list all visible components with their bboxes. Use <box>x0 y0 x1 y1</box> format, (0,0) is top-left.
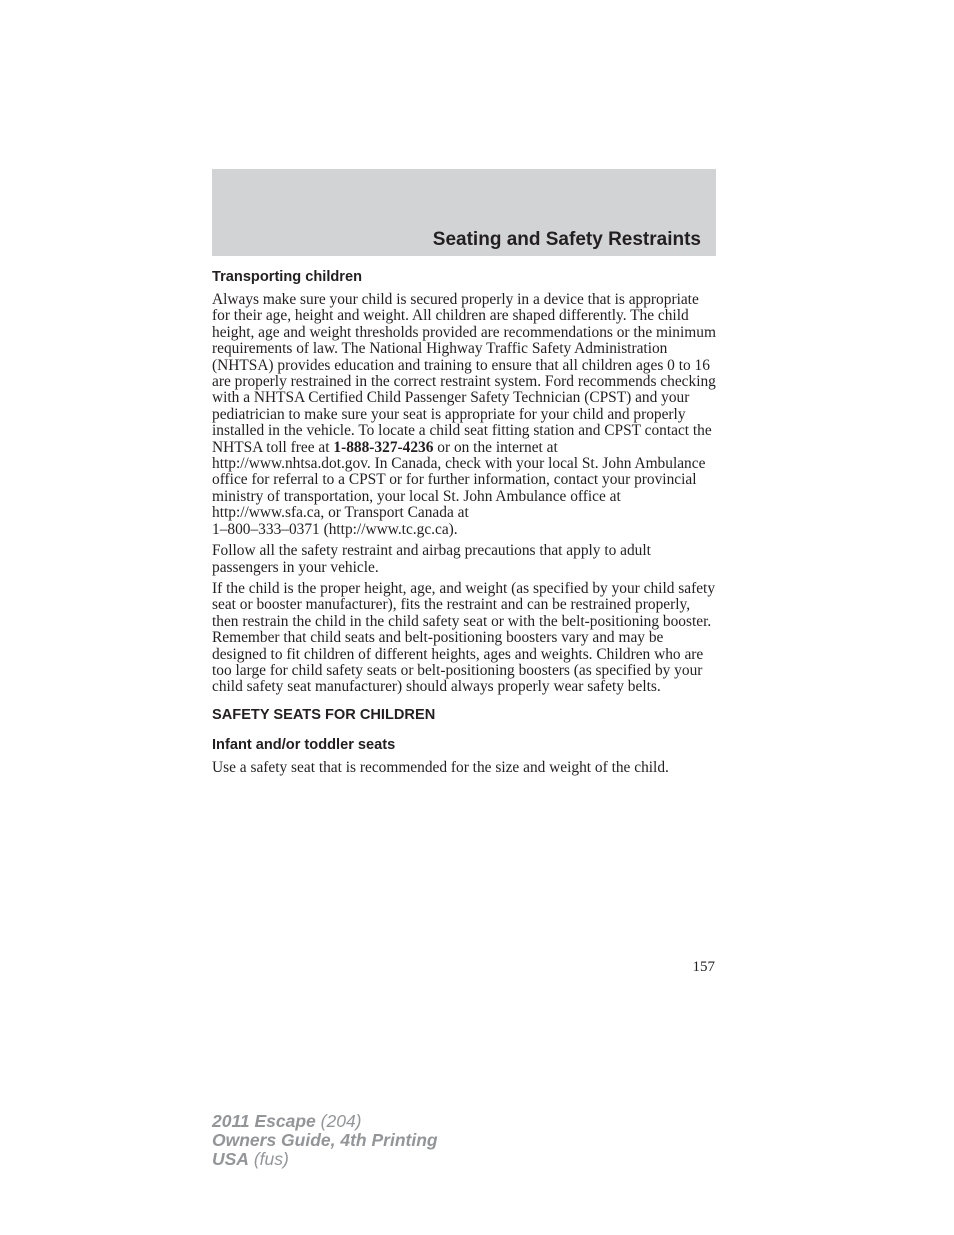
footer-region-code: (fus) <box>248 1149 289 1169</box>
paragraph-transporting-children <box>212 292 718 538</box>
footer-line-region <box>212 1150 438 1169</box>
footer-line-model <box>212 1112 438 1131</box>
paragraph-text: Always make sure your child is secured properly in a device that is appropriate for their age, height and weight. All children are shaped differently. The child height, age and weight thresholds provided are recommendations or the minimum requirements of law. The National Highway Traffic Safety Administration (NHTSA) provides education and training to ensure that all children ages 0 to 16 are properly restrained in the correct restraint system. Ford recommends checking with a NHTSA Certified Child Passenger Safety Technician (CPST) and your pediatrician to make sure your seat is appropriate for your child and properly installed in the vehicle. To locate a child seat fitting station and CPST contact the NHTSA toll free at <box>212 291 716 456</box>
heading-safety-seats-for-children: SAFETY SEATS FOR CHILDREN <box>212 706 436 723</box>
footer-guide: Owners Guide, 4th Printing <box>212 1130 438 1150</box>
paragraph-proper-height: If the child is the proper height, age, and weight (as specified by your child safety seat or booster manufacturer), fits the restraint and can be restrained properly, then restrain the child in the child safety seat or with the belt-positioning booster. Remember that child seats and belt-positioning boosters vary and may be designed to fit children of different heights, ages and weights. Children who are too large for child safety seats or belt-positioning boosters (as specified by your child safety seat manufacturer) should always properly wear safety belts. <box>212 579 716 696</box>
heading-transporting-children: Transporting children <box>212 269 363 285</box>
page-content <box>212 268 718 781</box>
paragraph-airbag-precautions: Follow all the safety restraint and airbag precautions that apply to adult passengers in your vehicle. <box>212 542 651 576</box>
paragraph-infant-toddler-seats: Use a safety seat that is recommended for the size and weight of the child. <box>212 758 669 776</box>
section-header-band <box>212 169 716 256</box>
paragraph-text: 1–800–333–0371 (http://www.tc.gc.ca). <box>212 520 458 538</box>
document-footer <box>212 1112 438 1169</box>
heading-infant-toddler-seats: Infant and/or toddler seats <box>212 736 396 753</box>
section-title: Seating and Safety Restraints <box>432 229 701 250</box>
paragraph-text: or on the internet at http://www.nhtsa.dot.gov. In Canada, check with your local St. John Ambulance office for referral to a CPST or for further information, contact your provincial ministry of transportation, your local St. John Ambulance office at http://www.sfa.ca, or Transport Canada at <box>212 438 706 522</box>
footer-line-guide <box>212 1131 438 1150</box>
nhtsa-phone-number: 1-888-327-4236 <box>333 438 434 456</box>
footer-model: 2011 Escape <box>212 1111 316 1131</box>
page-number: 157 <box>692 959 715 975</box>
footer-model-code: (204) <box>315 1111 362 1131</box>
footer-region: USA <box>212 1149 249 1169</box>
